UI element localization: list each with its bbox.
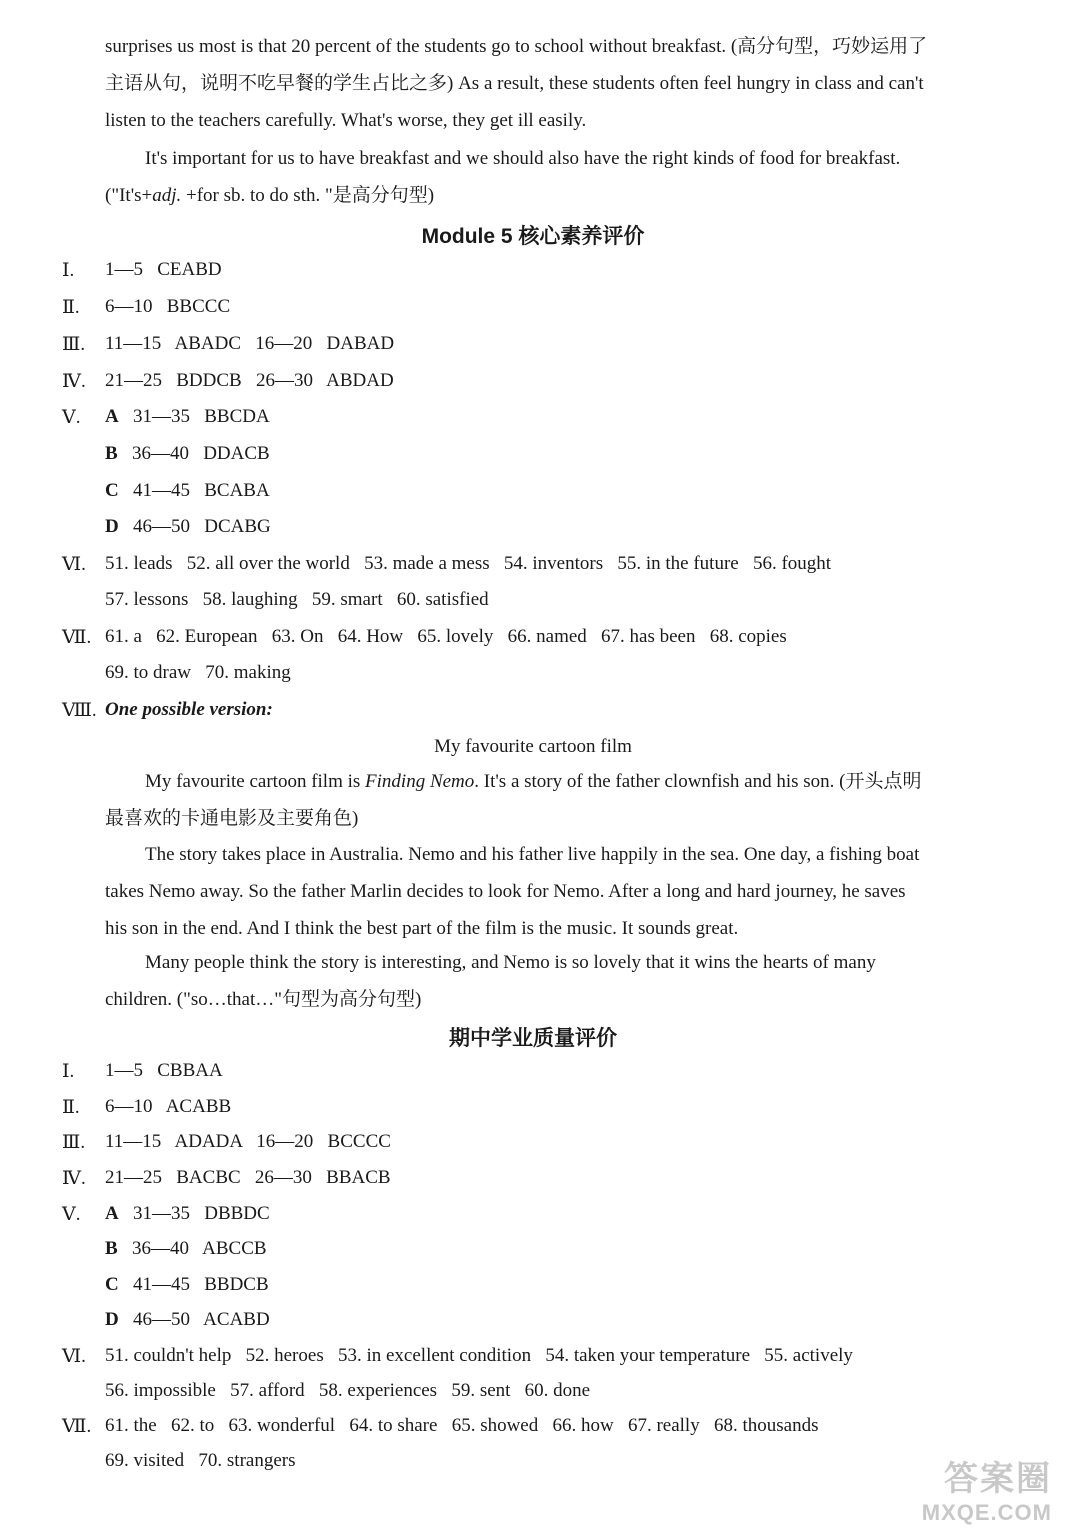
section-number: Ⅴ. — [62, 1204, 81, 1225]
section-number: Ⅷ. — [62, 700, 97, 721]
section-number: Ⅰ. — [62, 260, 75, 281]
midterm-title: 期中学业质量评价 — [449, 1027, 617, 1050]
answer-row: 56. impossible 57. afford 58. experiences 59. sent 60. done — [105, 1380, 591, 1401]
section-number: Ⅱ. — [62, 1097, 80, 1118]
section-number: Ⅰ. — [62, 1061, 75, 1082]
intro-line: ("It's+adj. +for sb. to do sth. "是高分句型) — [105, 185, 435, 206]
intro-line: listen to the teachers carefully. What's worse, they get ill easily. — [105, 110, 587, 131]
reading-row-b: B 36—40 ABCCB — [105, 1238, 267, 1259]
answer-row: 21—25 BDDCB 26—30 ABDAD — [105, 370, 394, 391]
section-number: Ⅶ. — [62, 627, 92, 648]
sample-label: One possible version: — [105, 699, 273, 720]
essay-line: 最喜欢的卡通电影及主要角色) — [105, 808, 359, 829]
essay-paragraph-3 — [105, 944, 1045, 1018]
section-number: Ⅳ. — [62, 1168, 86, 1189]
section-number: Ⅵ. — [62, 1346, 86, 1367]
answer-row: 61. a 62. European 63. On 64. How 65. lovely 66. named 67. has been 68. copies — [105, 626, 787, 647]
essay-title: My favourite cartoon film — [434, 736, 632, 757]
essay-line: children. ("so…that…"句型为高分句型) — [105, 989, 422, 1010]
answer-row: 6—10 BBCCC — [105, 296, 231, 317]
section-number: Ⅴ. — [62, 407, 81, 428]
reading-row-a: A 31—35 BBCDA — [105, 406, 270, 427]
site-watermark — [922, 1451, 1052, 1526]
essay-paragraph-1 — [105, 763, 1045, 837]
intro-paragraph-1 — [105, 28, 1045, 139]
essay-line: The story takes place in Australia. Nemo and his father live happily in the sea. One day, a fishing boat — [145, 844, 920, 865]
reading-row-d: D 46—50 ACABD — [105, 1309, 270, 1330]
answer-row: 1—5 CBBAA — [105, 1060, 223, 1081]
essay-paragraph-2 — [105, 836, 1045, 947]
intro-line: 主语从句，说明不吃早餐的学生占比之多) As a result, these students often feel hungry in class and can't — [105, 73, 924, 94]
essay-line: his son in the end. And I think the best part of the film is the music. It sounds great. — [105, 918, 739, 939]
answer-row: 69. to draw 70. making — [105, 662, 291, 683]
answer-row: 11—15 ABADC 16—20 DABAD — [105, 333, 395, 354]
watermark-logo-text: 答案圈 — [944, 1460, 1052, 1498]
answer-row: 1—5 CEABD — [105, 259, 222, 280]
module5-title: Module 5 核心素养评价 — [421, 225, 645, 248]
intro-paragraph-2 — [105, 140, 1045, 214]
watermark-url: MXQE.COM — [921, 1500, 1052, 1525]
essay-line: takes Nemo away. So the father Marlin decides to look for Nemo. After a long and hard journey, he saves — [105, 881, 906, 902]
intro-line: It's important for us to have breakfast and we should also have the right kinds of food for breakfast. — [145, 148, 901, 169]
reading-row-a: A 31—35 DBBDC — [105, 1203, 270, 1224]
answer-row: 51. couldn't help 52. heroes 53. in excellent condition 54. taken your temperature 55. actively — [105, 1345, 853, 1366]
answer-row: 11—15 ADADA 16—20 BCCCC — [105, 1131, 391, 1152]
section-number: Ⅱ. — [62, 297, 80, 318]
section-number: Ⅲ. — [62, 334, 86, 355]
section-number: Ⅶ. — [62, 1416, 92, 1437]
reading-row-c: C 41—45 BCABA — [105, 480, 270, 501]
section-number: Ⅳ. — [62, 371, 86, 392]
essay-line: Many people think the story is interesting, and Nemo is so lovely that it wins the hearts of many — [145, 952, 876, 973]
answer-row: 51. leads 52. all over the world 53. made a mess 54. inventors 55. in the future 56. fought — [105, 553, 832, 574]
section-number: Ⅲ. — [62, 1132, 86, 1153]
reading-row-c: C 41—45 BBDCB — [105, 1274, 269, 1295]
answer-row: 57. lessons 58. laughing 59. smart 60. satisfied — [105, 589, 489, 610]
answer-row: 61. the 62. to 63. wonderful 64. to share 65. showed 66. how 67. really 68. thousands — [105, 1415, 819, 1436]
answer-row: 21—25 BACBC 26—30 BBACB — [105, 1167, 391, 1188]
answer-row: 69. visited 70. strangers — [105, 1450, 296, 1471]
reading-row-b: B 36—40 DDACB — [105, 443, 270, 464]
reading-row-d: D 46—50 DCABG — [105, 516, 271, 537]
answer-row: 6—10 ACABB — [105, 1096, 232, 1117]
section-number: Ⅵ. — [62, 554, 86, 575]
essay-line: My favourite cartoon film is Finding Nemo. It's a story of the father clownfish and his son. (开头点明 — [145, 771, 922, 792]
intro-line: surprises us most is that 20 percent of the students go to school without breakfast. (高分句型，巧妙运用了 — [105, 36, 928, 57]
